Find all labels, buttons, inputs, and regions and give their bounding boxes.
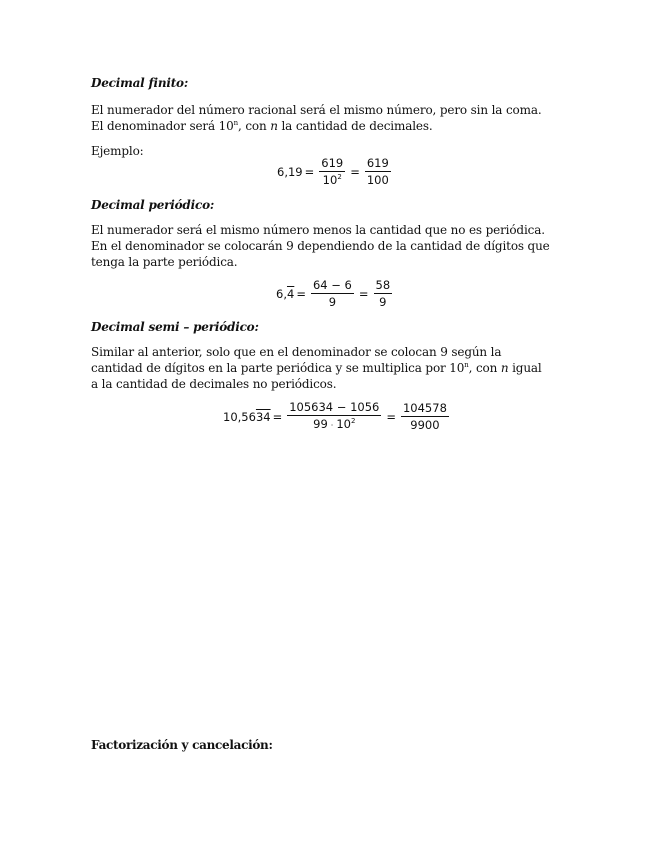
fraction: [401, 401, 449, 432]
equation-lhs: 6,19: [277, 164, 303, 179]
equals-sign: =: [296, 286, 306, 301]
denominator-base: 10: [322, 173, 338, 187]
fraction: [374, 278, 393, 309]
heading-factorizacion: Factorización y cancelación:: [91, 738, 273, 752]
fraction: [365, 156, 391, 187]
equals-sign: =: [358, 286, 369, 301]
multiplication-dot: ·: [330, 421, 334, 430]
fraction: [287, 400, 381, 433]
equals-sign: =: [350, 164, 360, 179]
heading-decimal-finito: Decimal finito:: [91, 76, 189, 90]
variable-n: n: [270, 119, 278, 133]
paragraph-text: , con: [238, 119, 271, 133]
paragraph-finito: [91, 102, 551, 134]
fraction-denominator: [311, 416, 357, 433]
denominator-base: 10: [336, 417, 351, 431]
fraction-numerator: 619: [321, 156, 344, 170]
paragraph-semi: [91, 344, 551, 392]
paragraph-periodico: El numerador será el mismo número menos la cantidad que no es periódica. En el denominador se colocarán 9 dependiendo de la cantidad de dígitos que tenga la parte periódica.: [91, 223, 550, 269]
superscript-n: n: [233, 119, 238, 127]
fraction-denominator: 100: [366, 173, 389, 187]
equation-lhs: [223, 410, 271, 424]
denominator-nines: 99: [313, 417, 328, 431]
equation-periodico: [276, 278, 395, 309]
lhs-integer-part: 6,: [276, 286, 287, 301]
superscript-n: n: [464, 361, 469, 369]
heading-decimal-semi-periodico: Decimal semi – periódico:: [91, 320, 259, 334]
paragraph-text: igual a la cantidad de decimales no periódicos.: [91, 361, 542, 391]
fraction-numerator: 104578: [402, 401, 447, 415]
equals-sign: =: [304, 164, 315, 179]
equation-lhs: [276, 287, 294, 301]
fraction: [319, 156, 345, 187]
equation-semi-periodico: [223, 400, 452, 433]
fraction-denominator: [321, 172, 344, 187]
paragraph-text: El numerador del número racional será el mismo número, pero sin la coma. El denominador será 10: [91, 103, 542, 133]
fraction-denominator: 9: [328, 295, 337, 309]
example-label: Ejemplo:: [91, 144, 144, 158]
equals-sign: =: [386, 409, 396, 424]
fraction-denominator: 9900: [410, 418, 440, 432]
fraction-numerator: 105634 − 1056: [289, 400, 380, 414]
fraction-denominator: 9: [379, 295, 387, 309]
equation-finito: [277, 156, 394, 187]
lhs-repeating-part: 34: [255, 409, 271, 424]
fraction: [311, 278, 354, 309]
paragraph-text: , con: [468, 361, 501, 375]
variable-n: n: [500, 361, 509, 375]
paragraph-text: Similar al anterior, solo que en el denominador se colocan 9 según la cantidad de dígitos en la parte periódica y se multiplica por 10: [91, 345, 502, 375]
denominator-exponent: 2: [337, 173, 342, 182]
lhs-repeating-part: 4: [286, 286, 295, 301]
lhs-integer-part: 10,56: [223, 409, 256, 424]
fraction-numerator: 58: [375, 278, 391, 292]
fraction-numerator: 64 − 6: [312, 278, 352, 292]
fraction-numerator: 619: [366, 156, 389, 170]
equals-sign: =: [272, 409, 283, 424]
paragraph-text: la cantidad de decimales.: [277, 119, 433, 133]
heading-decimal-periodico: Decimal periódico:: [91, 198, 215, 212]
denominator-exponent: 2: [350, 417, 356, 426]
